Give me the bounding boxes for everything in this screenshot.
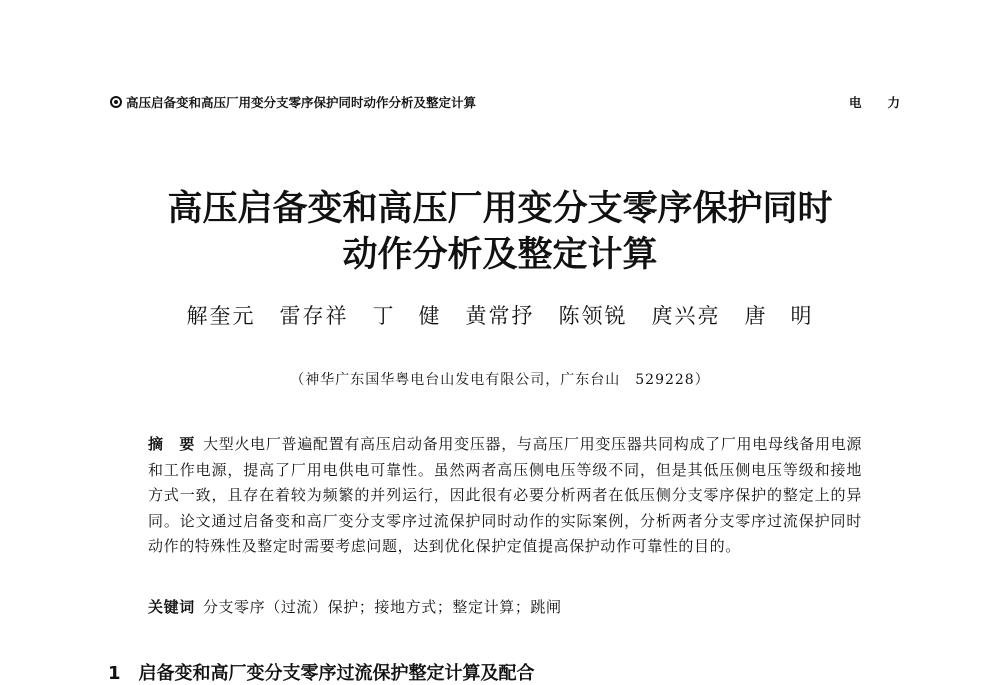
- author: 陈领锐: [558, 304, 628, 328]
- section-heading: [108, 659, 908, 685]
- author: 丁 健: [372, 304, 442, 328]
- paper-title-line-2: 动作分析及整定计算: [342, 234, 658, 275]
- abstract-label: 摘 要: [148, 435, 196, 453]
- author: 黄常抒: [465, 304, 535, 328]
- author: 庹兴亮: [651, 304, 721, 328]
- keywords-text: 分支零序（过流）保护；接地方式；整定计算；跳闸: [202, 598, 562, 616]
- keywords-label: 关键词: [148, 598, 195, 616]
- journal-name: 电力: [848, 95, 926, 110]
- author: 解奎元: [186, 304, 256, 328]
- section-number: 1: [108, 663, 121, 684]
- section-title: 启备变和高厂变分支零序过流保护整定计算及配合: [138, 663, 535, 684]
- abstract-text: 大型火电厂普遍配置有高压启动备用变压器，与高压厂用变压器共同构成了厂用电母线备用电源和工作电源，提高了厂用电供电可靠性。虽然两者高压侧电压等级不同，但是其低压侧电压等级和接地方式一致，且存在着较为频繁的并列运行，因此很有必要分析两者在低压侧分支零序保护的整定上的异同。论文通过启备变和高厂变分支零序过流保护同时动作的实际案例，分析两者分支零序过流保护同时动作的特殊性及整定时需要考虑问题，达到优化保护定值提高保护动作可靠性的目的。: [148, 435, 862, 555]
- author: 唐 明: [744, 304, 814, 328]
- paper-title: [100, 186, 900, 278]
- author: 雷存祥: [279, 304, 349, 328]
- keywords: [148, 596, 862, 617]
- affiliation: （神华广东国华粤电台山发电有限公司，广东台山 529228）: [290, 372, 710, 388]
- paper-title-line-1: 高压启备变和高压厂用变分支零序保护同时: [167, 188, 833, 229]
- bullet-icon: [110, 96, 122, 108]
- author-list: [100, 300, 900, 330]
- abstract: [148, 432, 862, 560]
- running-head-title: 高压启备变和高压厂用变分支零序保护同时动作分析及整定计算: [126, 95, 477, 110]
- running-head: [110, 93, 926, 113]
